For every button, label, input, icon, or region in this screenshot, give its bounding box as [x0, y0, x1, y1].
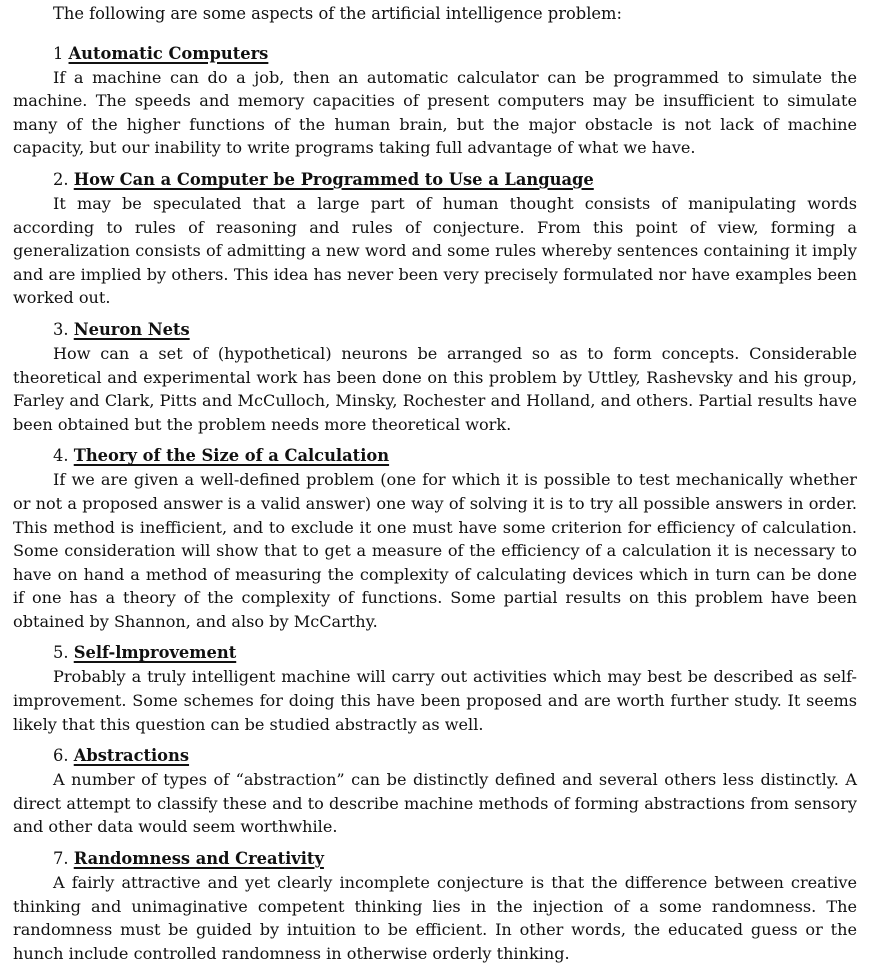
section-heading: [13, 641, 857, 665]
section-title: Randomness and Creativity: [73, 849, 324, 869]
section-heading: [13, 168, 857, 192]
section-title: How Can a Computer be Programmed to Use a Language: [73, 169, 594, 189]
section-title: Neuron Nets: [73, 319, 190, 339]
document-page: [13, 2, 857, 973]
section-body: Probably a truly intelligent machine will carry out activities which may best be described as self-improvement. Some schemes for doing this have been proposed and are worth further study. It seems likely that this question can be studied abstractly as well.: [13, 667, 857, 734]
section-body: If a machine can do a job, then an automatic calculator can be programmed to simulate the machine. The speeds and memory capacities of present computers may be insufficient to simulate many of the higher functions of the human brain, but the major obstacle is not lack of machine capacity, but our inability to write programs taking full advantage of what we have.: [13, 67, 857, 158]
section-number: 4.: [53, 446, 69, 466]
section-heading: [13, 318, 857, 342]
section-title: Self-lmprovement: [73, 643, 237, 663]
section-title: Abstractions: [73, 746, 190, 766]
section-number: 1: [53, 43, 64, 63]
section-body: How can a set of (hypothetical) neurons be arranged so as to form concepts. Considerable theoretical and experimental work has been done on this problem by Uttley, Rashevsky and his group, Farley and Clark, Pitts and McCulloch, Minsky, Rochester and Holland, and others. Partial results have been obtained but the problem needs more theoretical work.: [13, 343, 857, 434]
section-number: 3.: [53, 319, 69, 339]
section-title: Theory of the Size of a Calculation: [73, 446, 390, 466]
section-heading: [13, 744, 857, 768]
section-heading: [13, 847, 857, 871]
section-neuron-nets: [13, 318, 857, 436]
section-heading: [13, 444, 857, 468]
section-number: 6.: [53, 746, 69, 766]
section-number: 5.: [53, 643, 69, 663]
section-abstractions: [13, 744, 857, 839]
section-number: 2.: [53, 169, 69, 189]
intro-paragraph: The following are some aspects of the artificial intelligence problem:: [53, 4, 622, 23]
section-body: A number of types of “abstraction” can be distinctly defined and several others less distinctly. A direct attempt to classify these and to describe machine methods of forming abstractions from sensory and other data would seem worthwhile.: [13, 770, 857, 837]
section-body: If we are given a well-defined problem (one for which it is possible to test mechanically whether or not a proposed answer is a valid answer) one way of solving it is to try all possible answers in order. This method is inefficient, and to exclude it one must have some criterion for efficiency of calculation. Some consideration will show that to get a measure of the efficiency of a calculation it is necessary to have on hand a method of measuring the complexity of calculating devices which in turn can be done if one has a theory of the complexity of functions. Some partial results on this problem have been obtained by Shannon, and also by McCarthy.: [13, 470, 857, 631]
section-self-improvement: [13, 641, 857, 736]
section-number: 7.: [53, 849, 69, 869]
section-automatic-computers: [13, 42, 857, 160]
section-size-of-calculation: [13, 444, 857, 633]
section-language: [13, 168, 857, 310]
section-randomness-creativity: [13, 847, 857, 965]
section-title: Automatic Computers: [68, 43, 269, 63]
section-body: It may be speculated that a large part of human thought consists of manipulating words according to rules of reasoning and rules of conjecture. From this point of view, forming a generalization consists of admitting a new word and some rules whereby sentences containing it imply and are implied by others. This idea has never been very precisely formulated nor have examples been worked out.: [13, 193, 857, 308]
section-heading: [13, 42, 857, 66]
section-body: A fairly attractive and yet clearly incomplete conjecture is that the difference between creative thinking and unimaginative competent thinking lies in the injection of a some randomness. The randomness must be guided by intuition to be efficient. In other words, the educated guess or the hunch include controlled randomness in otherwise orderly thinking.: [13, 873, 857, 963]
